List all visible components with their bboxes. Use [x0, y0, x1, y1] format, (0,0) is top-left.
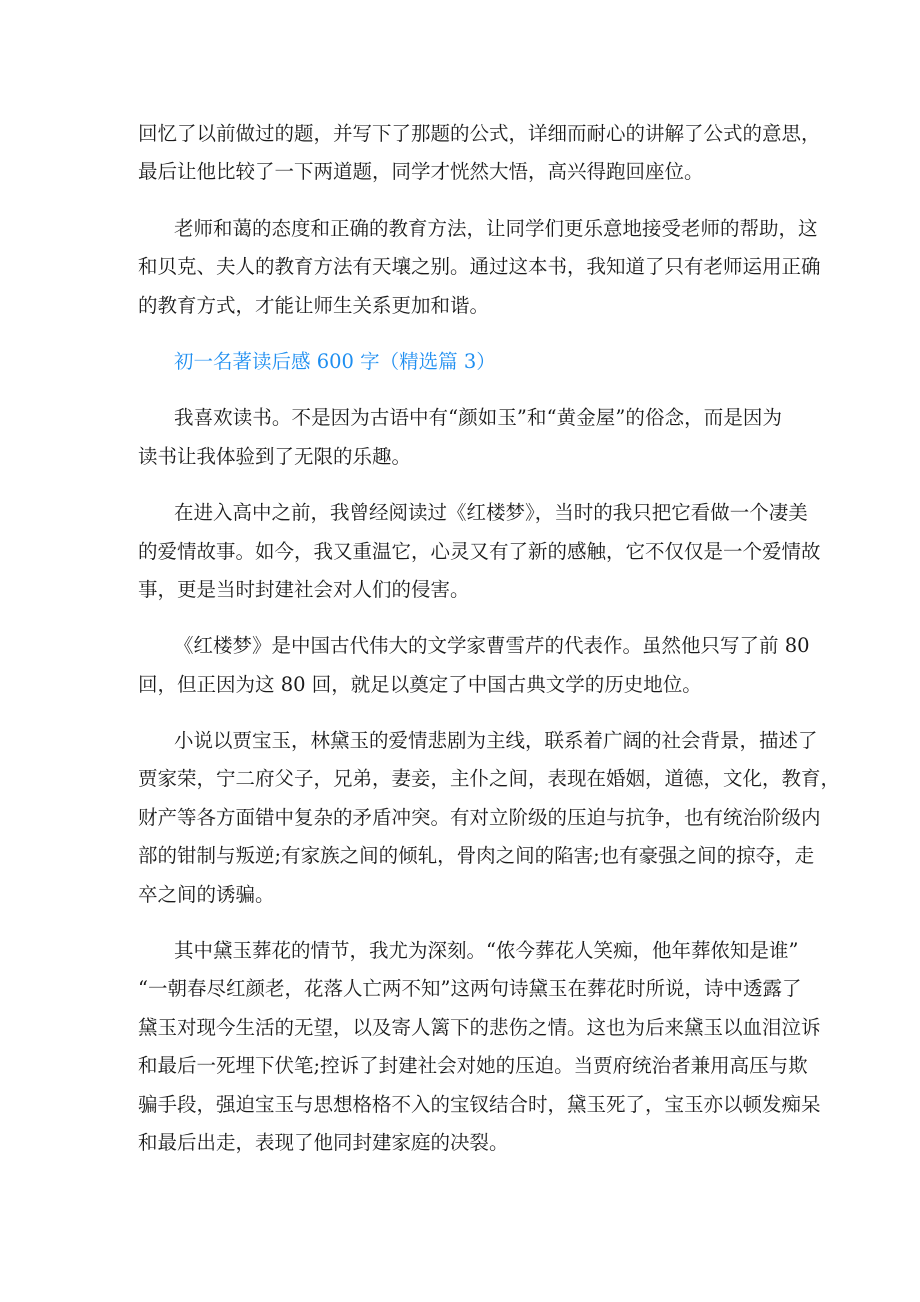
paragraph-line: 其中黛玉葬花的情节，我尤为深刻。“侬今葬花人笑痴，他年葬侬知是谁” [174, 939, 799, 963]
paragraph-line: 在进入高中之前，我曾经阅读过《红楼梦》，当时的我只把它看做一个凄美 [174, 501, 808, 525]
paragraph [138, 932, 821, 1162]
section-heading [138, 343, 782, 381]
paragraph-line: 卒之间的诱骗。 [138, 882, 275, 906]
paragraph-line: 和最后一死埋下伏笔;控诉了封建社会对她的压迫。当贾府统治者兼用高压与欺 [138, 1054, 808, 1078]
paragraph-line: 最后让他比较了一下两道题，同学才恍然大悟，高兴得跑回座位。 [138, 160, 704, 184]
paragraph-line: 老师和蔼的态度和正确的教育方法，让同学们更乐意地接受老师的帮助，这 [174, 216, 818, 240]
paragraph [138, 210, 821, 325]
paragraph [138, 115, 821, 192]
paragraph [138, 627, 810, 704]
paragraph-line: 黛玉对现今生活的无望，以及寄人篱下的悲伤之情。这也为后来黛玉以血泪泣诉 [138, 1015, 821, 1039]
paragraph-line: 我喜欢读书。不是因为古语中有“颜如玉”和“黄金屋”的俗念，而是因为 [174, 406, 782, 430]
paragraph [138, 494, 821, 609]
paragraph-line: 和贝克、夫人的教育方法有天壤之别。通过这本书，我知道了只有老师运用正确 [138, 255, 821, 279]
paragraph-line: 回，但正因为这 80 回，就足以奠定了中国古典文学的历史地位。 [138, 672, 702, 696]
paragraph-line: 的爱情故事。如今，我又重温它，心灵又有了新的感触，它不仅仅是一个爱情故 [138, 539, 821, 563]
paragraph-line: 的教育方式，才能让师生关系更加和谐。 [138, 293, 490, 317]
paragraph-line: 贾家荣，宁二府父子，兄弟，妻妾，主仆之间，表现在婚姻，道德，文化，教育， [138, 767, 841, 791]
paragraph-line: 部的钳制与叛逆;有家族之间的倾轧，骨肉之间的陷害;也有豪强之间的掠夺，走 [138, 844, 815, 868]
paragraph-line: 读书让我体验到了无限的乐趣。 [138, 444, 412, 468]
paragraph-line: 骗手段，强迫宝玉与思想格格不入的宝钗结合时，黛玉死了，宝玉亦以顿发痴呆 [138, 1092, 821, 1116]
paragraph-line: 小说以贾宝玉，林黛玉的爱情悲剧为主线，联系着广阔的社会背景，描述了 [174, 729, 818, 753]
paragraph-line: 事，更是当时封建社会对人们的侵害。 [138, 577, 470, 601]
paragraph-line: 《红楼梦》是中国古代伟大的文学家曹雪芹的代表作。虽然他只写了前 80 [174, 634, 810, 658]
paragraph [138, 399, 782, 476]
paragraph-line: 财产等各方面错中复杂的矛盾冲突。有对立阶级的压迫与抗争，也有统治阶级内 [138, 805, 821, 829]
paragraph [138, 722, 841, 914]
paragraph-line: “一朝春尽红颜老，花落人亡两不知”这两句诗黛玉在葬花时所说，诗中透露了 [138, 977, 802, 1001]
document-body [138, 115, 841, 1180]
heading-text: 初一名著读后感 600 字（精选篇 3） [174, 349, 496, 373]
paragraph-line: 回忆了以前做过的题，并写下了那题的公式，详细而耐心的讲解了公式的意思， [138, 122, 821, 145]
paragraph-line: 和最后出走，表现了他同封建家庭的决裂。 [138, 1130, 509, 1154]
